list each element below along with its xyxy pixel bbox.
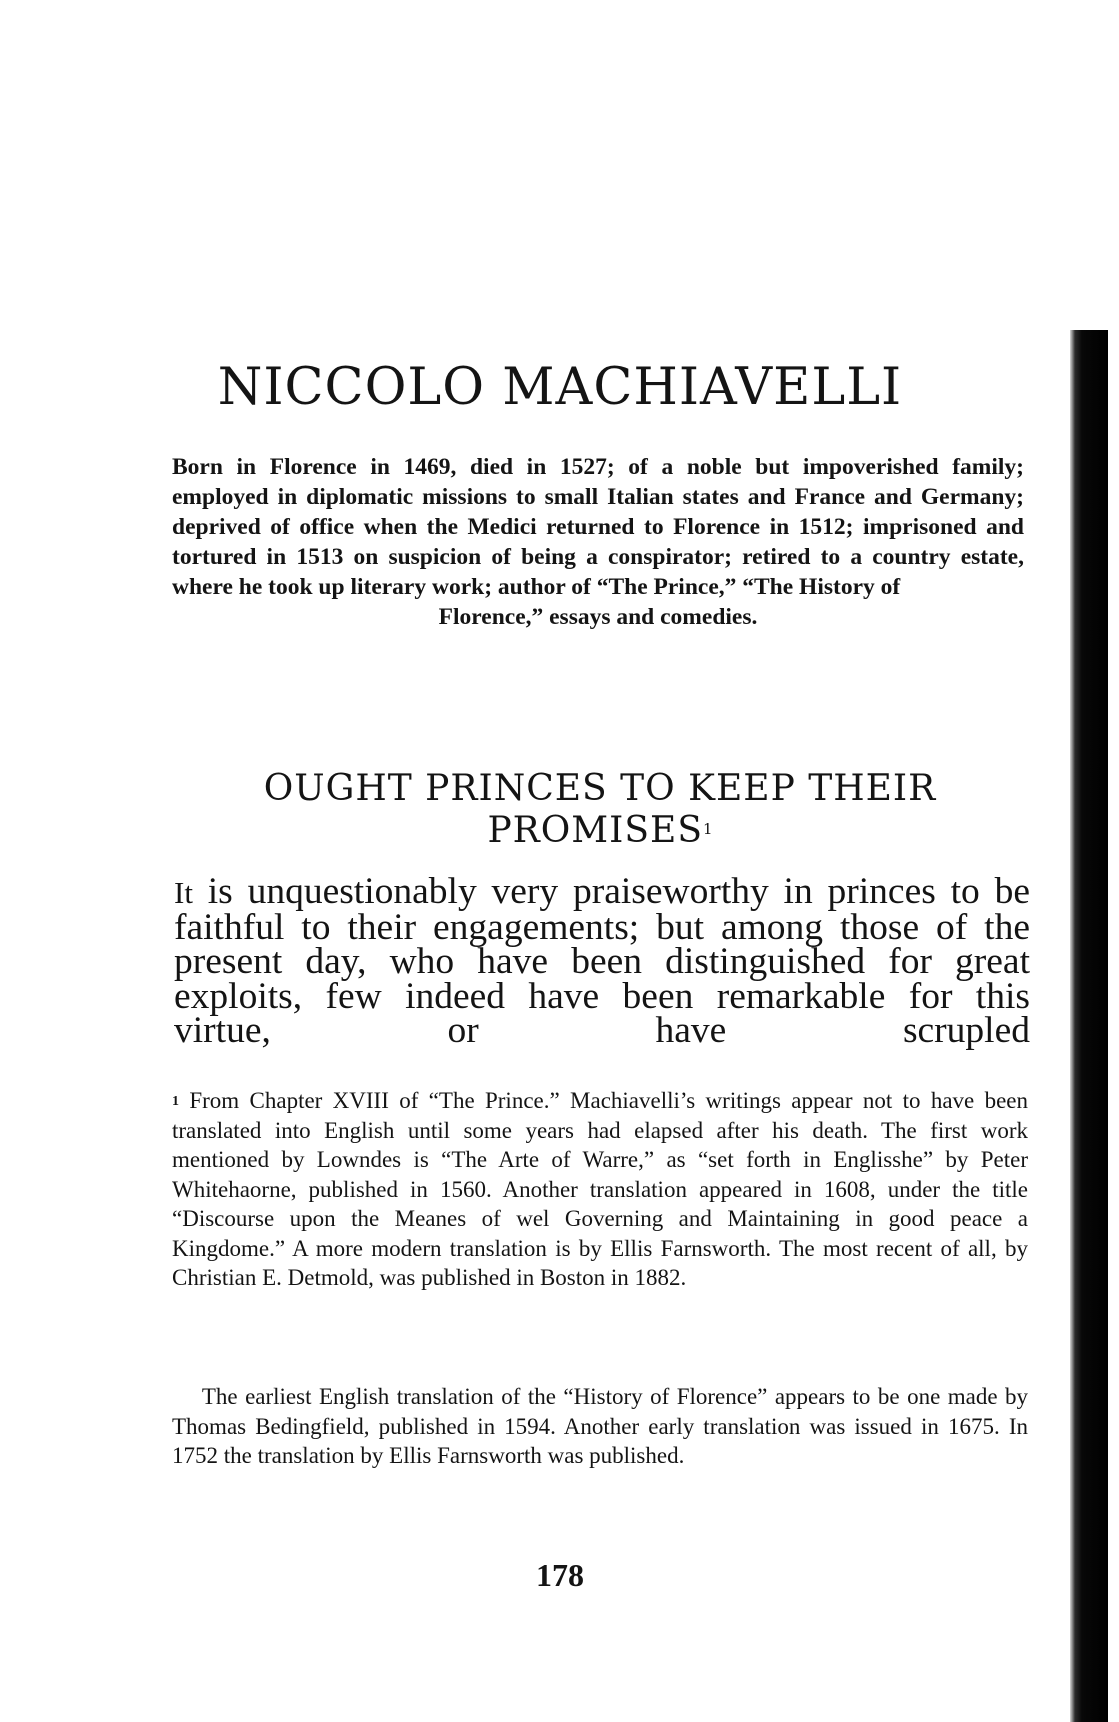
biography-text: Born in Florence in 1469, died in 1527; of a noble but impoverished family; employed in diplomatic missions to small Italian states and France and Germany; deprived of office when the Medici returned to Florence in 1512; imprisoned and tortured in 1513 on suspicion of being a conspirator; retired to a country estate, where he took up literary work; author of “The Prince,” “The History of — [172, 454, 1024, 600]
footnote-1 — [172, 1086, 1028, 1293]
footnote-mark: 1 — [172, 1094, 179, 1109]
footnote-1-text: From Chapter XVIII of “The Prince.” Machiavelli’s writings appear not to have been translated into English until some years had elapsed after his death. The first work mentioned by Lowndes is “The Arte of Warre,” as “set forth in Englisshe” by Peter Whitehaorne, published in 1560. Another translation appeared in 1608, under the title “Discourse upon the Meanes of wel Governing and Maintaining in good peace a Kingdome.” A more modern translation is by Ellis Farnsworth. The most recent of all, by Christian E. Detmold, was published in Boston in 1882. — [172, 1088, 1029, 1290]
drop-word: It — [174, 875, 193, 910]
footnote-2 — [172, 1382, 1028, 1471]
footnote-2-text: The earliest English translation of the “History of Florence” appears to be one made by Thomas Bedingfield, published in 1594. Another early translation was issued in 1675. In 1752 the translation by Ellis Farnsworth was published. — [172, 1384, 1029, 1468]
page-edge-shadow — [1070, 330, 1108, 1722]
biography-last-line: Florence,” essays and comedies. — [438, 604, 758, 630]
essay-heading-text: OUGHT PRINCES TO KEEP THEIR PROMISES — [263, 768, 937, 851]
page-number: 178 — [536, 1557, 584, 1593]
essay-paragraph — [174, 871, 1030, 1051]
essay-paragraph-text: is unquestionably very praiseworthy in princes to be faithful to their engagements; but among those of the present day, who have been distinguished for great exploits, few indeed have been remarkable for this virtue, or have scrupled — [174, 871, 1030, 1051]
author-biography — [172, 452, 1024, 632]
chapter-title: NICCOLO MACHIAVELLI — [217, 358, 903, 417]
essay-heading — [160, 768, 1040, 852]
footnote-reference: 1 — [702, 820, 713, 838]
